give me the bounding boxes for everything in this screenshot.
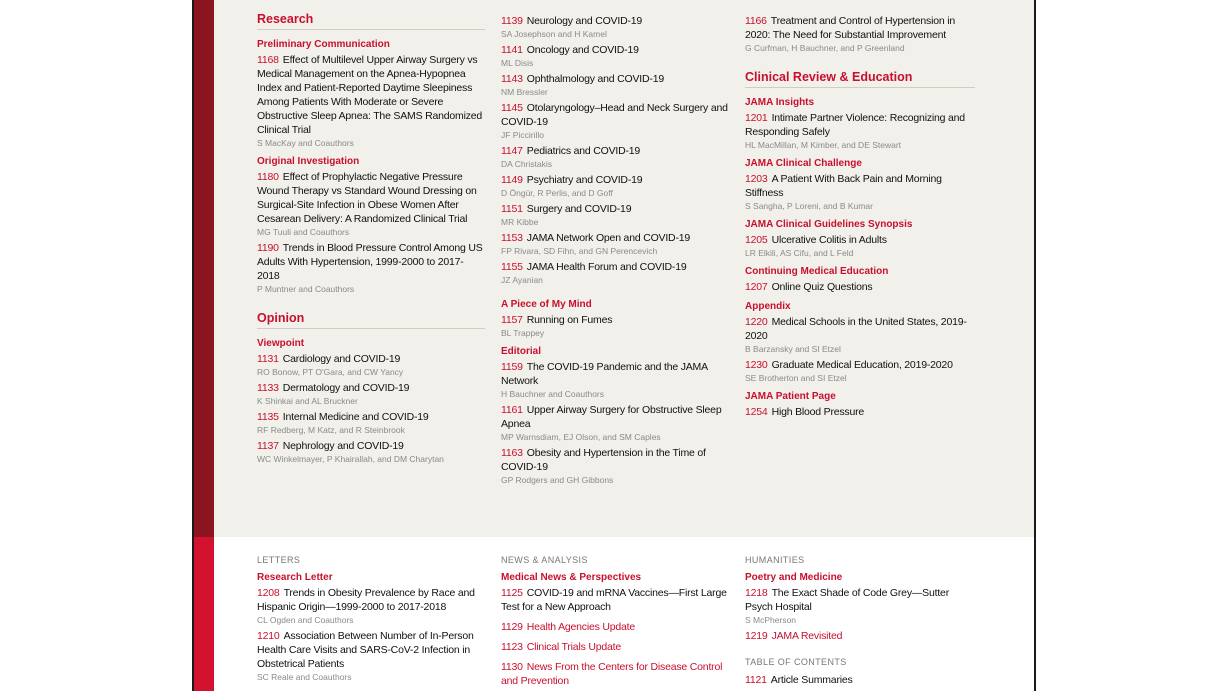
subsection-label: Original Investigation [257, 156, 360, 167]
toc-authors: S McPherson [745, 615, 797, 625]
toc-entry[interactable]: 1145 Otolaryngology–Head and Neck Surgery and COVID-19 [501, 102, 728, 128]
subsection-label: Appendix [745, 301, 791, 312]
section-heading-toc: TABLE OF CONTENTS [745, 657, 847, 667]
toc-authors: HL MacMillan, M Kimber, and DE Stewart [745, 140, 902, 150]
humanities-column [745, 555, 975, 687]
section-heading-research: Research [257, 12, 485, 30]
toc-authors: SC Reale and Coauthors [257, 672, 352, 682]
toc-authors: H Bauchner and Coauthors [501, 389, 605, 399]
toc-entry[interactable]: 1161 Upper Airway Surgery for Obstructive Sleep Apnea [501, 404, 722, 430]
toc-column-left [257, 12, 485, 468]
toc-authors: MP Warnsdiam, EJ Olson, and SM Caples [501, 432, 661, 442]
subsection-label: JAMA Clinical Guidelines Synopsis [745, 219, 913, 230]
toc-entry[interactable]: 1129 Health Agencies Update [501, 621, 636, 633]
subsection-label: JAMA Patient Page [745, 391, 836, 402]
toc-entry[interactable]: 1125 COVID-19 and mRNA Vaccines—First Large Test for a New Approach [501, 587, 727, 613]
toc-entry[interactable]: 1157 Running on Fumes [501, 314, 613, 326]
toc-authors: B Barzansky and SI Etzel [745, 344, 841, 354]
section-heading-opinion: Opinion [257, 311, 485, 329]
toc-authors: JF Piccirillo [501, 130, 544, 140]
toc-authors: SA Josephson and H Kamel [501, 29, 607, 39]
toc-entry[interactable]: 1131 Cardiology and COVID-19 [257, 353, 401, 365]
toc-entry[interactable]: 1159 The COVID-19 Pandemic and the JAMA Network [501, 361, 708, 387]
toc-entry[interactable]: 1135 Internal Medicine and COVID-19 [257, 411, 429, 423]
toc-entry[interactable]: 1190 Trends in Blood Pressure Control Among US Adults With Hypertension, 1999-2000 to 2017-2018 [257, 242, 483, 282]
toc-entry[interactable]: 1168 Effect of Multilevel Upper Airway Surgery vs Medical Management on the Apnea-Hypopnea Index and Patient-Reported Daytime Sleepiness Among Patients With Moderate or Severe Obstructive Sleep Apnea: The SAMS Randomized Clinical Trial [257, 54, 483, 136]
toc-entry[interactable]: 1254 High Blood Pressure [745, 406, 865, 418]
section-heading-clinical-review: Clinical Review & Education [745, 70, 975, 88]
toc-entry[interactable]: 1230 Graduate Medical Education, 2019-2020 [745, 359, 953, 371]
toc-authors: JZ Ayanian [501, 275, 543, 285]
toc-entry[interactable]: 1137 Nephrology and COVID-19 [257, 440, 404, 452]
toc-entry[interactable]: 1141 Oncology and COVID-19 [501, 44, 639, 56]
subsection-label: Continuing Medical Education [745, 266, 889, 277]
toc-authors: P Muntner and Coauthors [257, 284, 355, 294]
toc-authors: S MacKay and Coauthors [257, 138, 354, 148]
toc-entry[interactable]: 1210 Association Between Number of In-Person Health Care Visits and SARS-CoV-2 Infection in Obstetrical Patients [257, 630, 474, 670]
toc-entry[interactable]: 1139 Neurology and COVID-19 [501, 15, 643, 27]
toc-authors: ML Disis [501, 58, 534, 68]
toc-entry[interactable]: 1130 News From the Centers for Disease Control and Prevention [501, 661, 723, 687]
toc-authors: FP Rivara, SD Fihn, and GN Perencevich [501, 246, 658, 256]
toc-column-middle [501, 12, 731, 489]
subsection-label: JAMA Clinical Challenge [745, 158, 862, 169]
toc-entry[interactable]: 1163 Obesity and Hypertension in the Time of COVID-19 [501, 447, 706, 473]
toc-entry[interactable]: 1121 Article Summaries [745, 674, 853, 686]
toc-authors: S Sangha, P Loreni, and B Kumar [745, 201, 873, 211]
red-margin-bar [194, 537, 214, 691]
section-heading-letters: LETTERS [257, 555, 301, 565]
subsection-label: JAMA Insights [745, 97, 815, 108]
toc-entry[interactable]: 1219 JAMA Revisited [745, 630, 843, 642]
toc-authors: BL Trappey [501, 328, 545, 338]
subsection-label: Preliminary Communication [257, 39, 390, 50]
toc-authors: K Shinkai and AL Bruckner [257, 396, 358, 406]
toc-authors: RF Redberg, M Katz, and R Steinbrook [257, 425, 405, 435]
toc-entry[interactable]: 1220 Medical Schools in the United States, 2019-2020 [745, 316, 967, 342]
toc-entry[interactable]: 1123 Clinical Trials Update [501, 641, 622, 653]
toc-authors: NM Bressler [501, 87, 548, 97]
toc-entry[interactable]: 1151 Surgery and COVID-19 [501, 203, 632, 215]
toc-authors: DA Christakis [501, 159, 553, 169]
toc-entry[interactable]: 1208 Trends in Obesity Prevalence by Race and Hispanic Origin—1999-2000 to 2017-2018 [257, 587, 475, 613]
toc-authors: LR Elkili, AS Cifu, and L Feld [745, 248, 854, 258]
dark-red-margin-bar [194, 0, 214, 537]
toc-authors: CL Ogden and Coauthors [257, 615, 354, 625]
toc-entry[interactable]: 1207 Online Quiz Questions [745, 281, 873, 293]
subsection-label: Poetry and Medicine [745, 572, 843, 583]
toc-entry[interactable]: 1147 Pediatrics and COVID-19 [501, 145, 641, 157]
toc-authors: G Curfman, H Bauchner, and P Greenland [745, 43, 905, 53]
toc-entry[interactable]: 1155 JAMA Health Forum and COVID-19 [501, 261, 687, 273]
subsection-label: Research Letter [257, 572, 333, 583]
toc-entry[interactable]: 1133 Dermatology and COVID-19 [257, 382, 410, 394]
toc-entry[interactable]: 1205 Ulcerative Colitis in Adults [745, 234, 887, 246]
subsection-label: A Piece of My Mind [501, 299, 592, 310]
toc-authors: MR Kibbe [501, 217, 539, 227]
toc-authors: MG Tuuli and Coauthors [257, 227, 350, 237]
toc-entry[interactable]: 1166 Treatment and Control of Hypertension in 2020: The Need for Substantial Improvement [745, 15, 955, 41]
section-heading-news: NEWS & ANALYSIS [501, 555, 588, 565]
toc-page [192, 0, 1036, 691]
toc-authors: SE Brotherton and SI Etzel [745, 373, 847, 383]
toc-entry[interactable]: 1149 Psychiatry and COVID-19 [501, 174, 643, 186]
toc-entry[interactable]: 1201 Intimate Partner Violence: Recognizing and Responding Safely [745, 112, 965, 138]
toc-entry[interactable]: 1153 JAMA Network Open and COVID-19 [501, 232, 691, 244]
toc-lower-panel [194, 537, 1034, 691]
toc-authors: RO Bonow, PT O'Gara, and CW Yancy [257, 367, 404, 377]
news-column [501, 555, 731, 688]
toc-authors: D Öngür, R Perlis, and D Goff [501, 188, 613, 198]
toc-column-right [745, 12, 975, 419]
toc-authors: WC Winkelmayer, P Khairallah, and DM Charytan [257, 454, 444, 464]
subsection-label: Viewpoint [257, 338, 305, 349]
toc-authors: GP Rodgers and GH Gibbons [501, 475, 614, 485]
subsection-label: Editorial [501, 346, 542, 357]
section-heading-humanities: HUMANITIES [745, 555, 805, 565]
toc-entry[interactable]: 1218 The Exact Shade of Code Grey—Sutter Psych Hospital [745, 587, 949, 613]
toc-entry[interactable]: 1203 A Patient With Back Pain and Morning Stiffness [745, 173, 942, 199]
letters-column [257, 555, 485, 686]
toc-entry[interactable]: 1180 Effect of Prophylactic Negative Pressure Wound Therapy vs Standard Wound Dressing on Surgical-Site Infection in Obese Women After Cesarean Delivery: A Randomized Clinical Trial [257, 171, 477, 225]
toc-entry[interactable]: 1143 Ophthalmology and COVID-19 [501, 73, 664, 85]
subsection-label: Medical News & Perspectives [501, 572, 642, 583]
toc-upper-panel [194, 0, 1034, 537]
